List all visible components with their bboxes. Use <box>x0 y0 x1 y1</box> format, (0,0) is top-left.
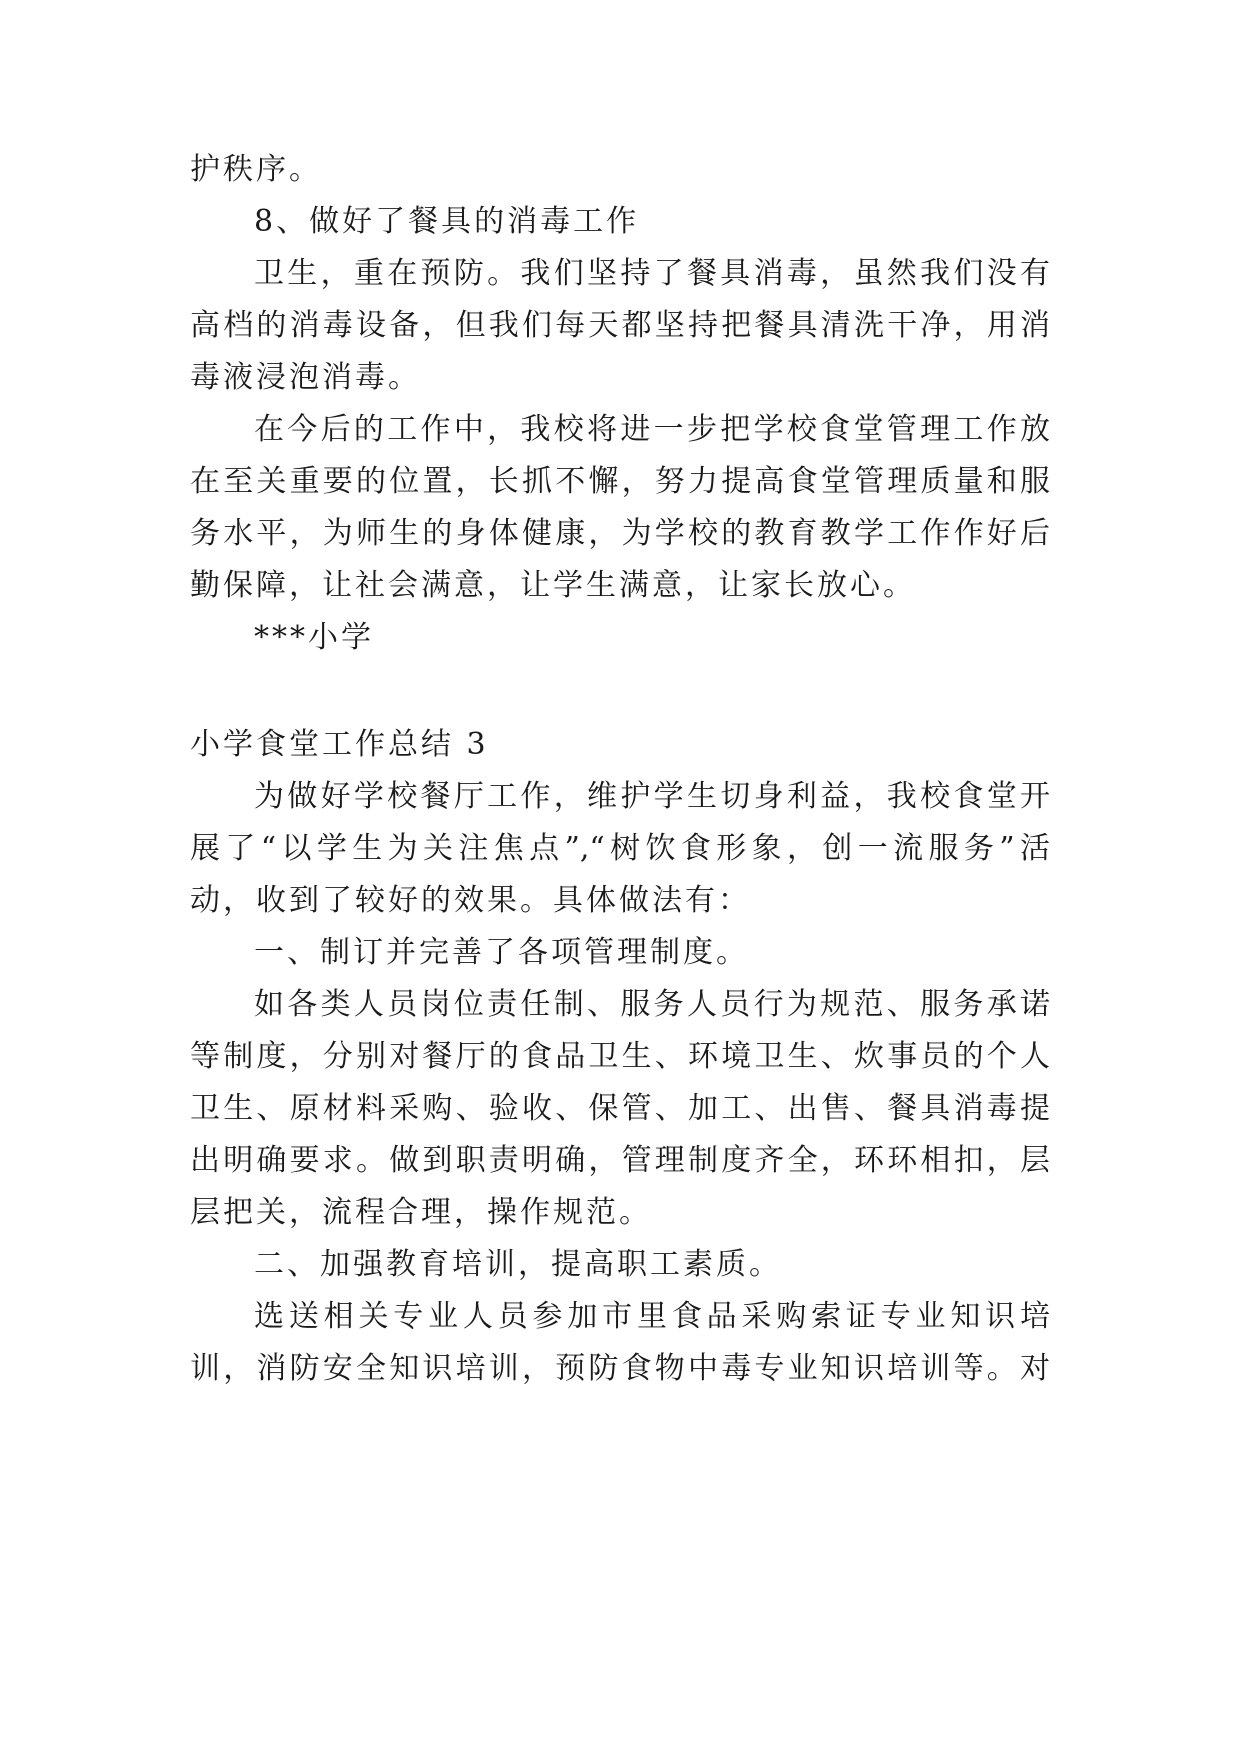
paragraph-line: 护秩序。 <box>190 152 322 187</box>
section-heading: 一、制订并完善了各项管理制度。 <box>254 935 749 970</box>
paragraph-line: 务水平，为师生的身体健康，为学校的教育教学工作作好后 <box>190 516 1050 551</box>
paragraph-line: 卫生，重在预防。我们坚持了餐具消毒，虽然我们没有 <box>254 256 1050 291</box>
paragraph-line: 层把关，流程合理，操作规范。 <box>190 1195 652 1230</box>
section-heading: 8、做好了餐具的消毒工作 <box>254 204 640 239</box>
paragraph-line: 训，消防安全知识培训，预防食物中毒专业知识培训等。对 <box>190 1351 1050 1386</box>
paragraph-line: 展了“以学生为关注焦点”,“树饮食形象，创一流服务”活 <box>190 831 1050 866</box>
paragraph-line: 勤保障，让社会满意，让学生满意，让家长放心。 <box>190 568 916 603</box>
paragraph-line: 为做好学校餐厅工作，维护学生切身利益，我校食堂开 <box>254 779 1050 814</box>
paragraph-line: 高档的消毒设备，但我们每天都坚持把餐具清洗干净，用消 <box>190 308 1050 343</box>
section-heading: 二、加强教育培训，提高职工素质。 <box>254 1247 782 1282</box>
paragraph-line: 如各类人员岗位责任制、服务人员行为规范、服务承诺 <box>254 987 1050 1022</box>
paragraph-line: 选送相关专业人员参加市里食品采购索证专业知识培 <box>254 1299 1050 1334</box>
paragraph-line: 等制度，分别对餐厅的食品卫生、环境卫生、炊事员的个人 <box>190 1039 1050 1074</box>
document-title: 小学食堂工作总结 3 <box>190 727 489 762</box>
paragraph-line: 出明确要求。做到职责明确，管理制度齐全，环环相扣，层 <box>190 1143 1050 1178</box>
paragraph-line: 卫生、原材料采购、验收、保管、加工、出售、餐具消毒提 <box>190 1091 1050 1126</box>
signature-line: ***小学 <box>254 620 374 655</box>
paragraph-line: 在至关重要的位置，长抓不懈，努力提高食堂管理质量和服 <box>190 464 1050 499</box>
paragraph-line: 动，收到了较好的效果。具体做法有： <box>190 883 751 918</box>
paragraph-line: 在今后的工作中，我校将进一步把学校食堂管理工作放 <box>254 412 1050 447</box>
paragraph-line: 毒液浸泡消毒。 <box>190 360 421 395</box>
